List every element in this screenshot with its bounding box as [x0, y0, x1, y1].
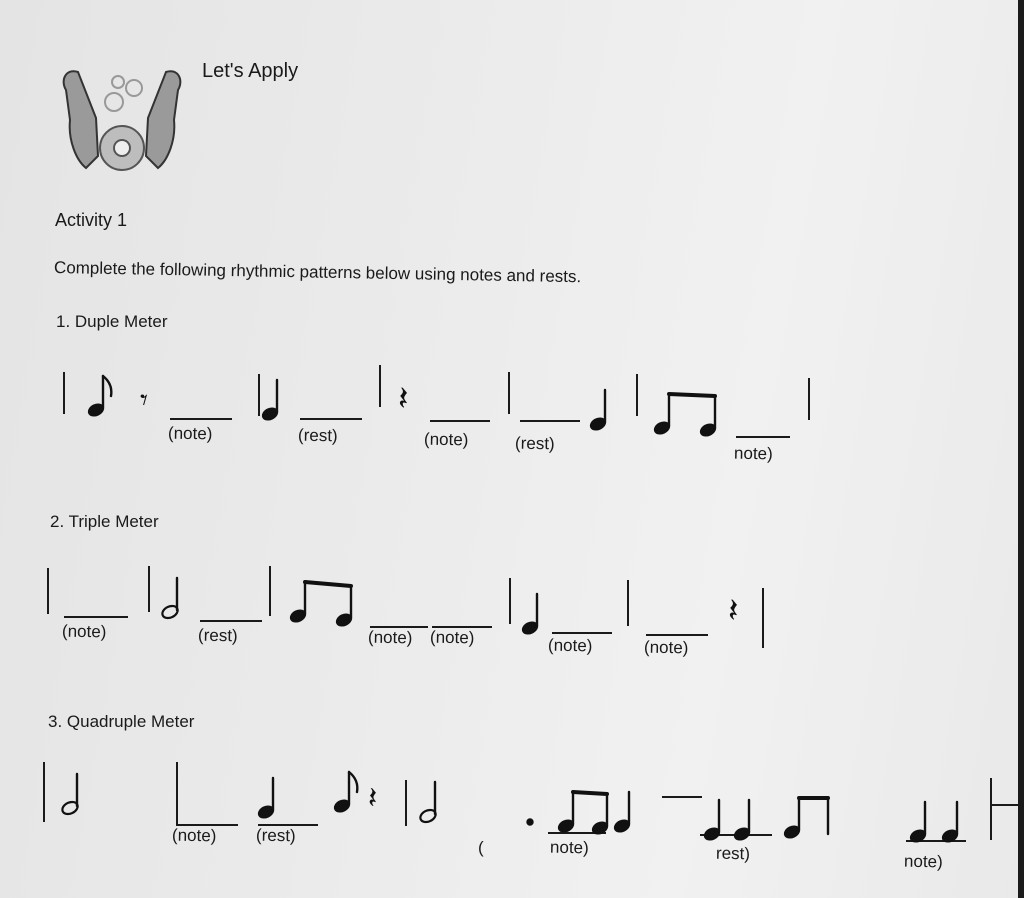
- blank-label: note): [549, 837, 589, 858]
- note-flag: [349, 772, 357, 792]
- blank-label: (note): [643, 637, 689, 658]
- blank-label: note): [903, 851, 943, 872]
- quarter-rest-symbol: 𝄽: [398, 379, 409, 419]
- blank-label: (note): [61, 621, 107, 642]
- blank-label: (note): [367, 627, 413, 648]
- section-title-quadruple: 3. Quadruple Meter: [48, 712, 195, 731]
- blank-label: (rest): [514, 433, 555, 454]
- blank-label: (note): [171, 825, 217, 846]
- blank-label: (note): [167, 423, 213, 444]
- quarter-rest-symbol: 𝄽: [728, 591, 739, 631]
- section-title-duple: 1. Duple Meter: [56, 312, 168, 331]
- blank-label: rest): [715, 843, 751, 864]
- note-beam: [305, 582, 351, 586]
- eighth-rest-symbol: 𝄾: [140, 383, 148, 418]
- blank-label: (rest): [197, 625, 238, 646]
- blank-label: (note): [423, 429, 469, 450]
- stray-parenthesis: (: [478, 838, 484, 857]
- blank-label: (rest): [297, 425, 338, 446]
- blank-label: (rest): [255, 825, 296, 846]
- blank-label: note): [733, 443, 773, 464]
- header-title: Let's Apply: [202, 60, 299, 82]
- note-flag: [103, 376, 111, 396]
- blank-label: (note): [429, 627, 475, 648]
- note-beam: [573, 792, 607, 794]
- note-dot: [528, 820, 533, 825]
- instruction: Complete the following rhythmic patterns below using notes and rests.: [53, 258, 582, 287]
- note-beam: [669, 394, 715, 396]
- section-title-triple: 2. Triple Meter: [50, 512, 159, 531]
- activity-title: Activity 1: [55, 210, 128, 230]
- quarter-rest-symbol: 𝄽: [368, 781, 378, 816]
- blank-label: (note): [547, 635, 593, 656]
